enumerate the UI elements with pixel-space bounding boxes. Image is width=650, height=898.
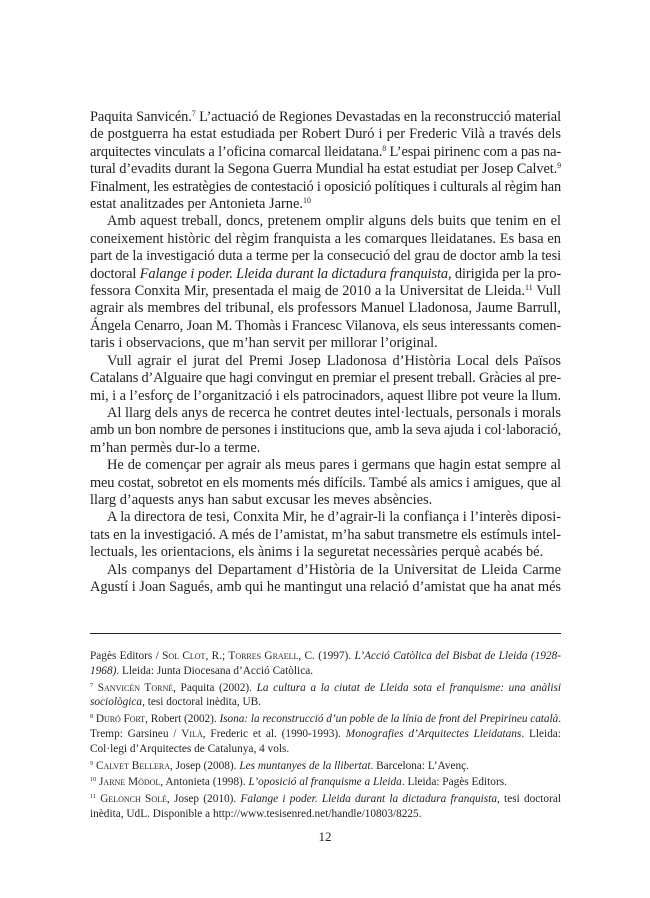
text-run: Gelonch Solé xyxy=(100,793,167,806)
text-line xyxy=(90,527,561,544)
text-run: de postguerra ha estat estudiada per Robert Duró i per Frederic Vilà a través dels xyxy=(90,126,561,143)
text-run: Sanvicén Torné xyxy=(97,681,174,694)
text-run: part de la investigació duta a terme per la consecució del grau de doctor amb la tesi xyxy=(90,248,561,265)
text-run: Torres Graell xyxy=(228,650,299,662)
footnote xyxy=(90,759,561,774)
footnote-marker: 11 xyxy=(90,793,96,801)
text-run: Isona: la reconstrucció d’un poble de la línia de front del Prepirineu català xyxy=(219,713,559,726)
text-run: , Frederic et al. (1990-1993). xyxy=(202,727,346,740)
text-line xyxy=(90,335,561,352)
footnote xyxy=(90,681,561,711)
text-run: doctoral xyxy=(90,265,140,282)
text-run: inèdita, UdL. Disponible a http://www.tesisenred.net/handle/10803/8225. xyxy=(90,807,422,820)
text-run: agrair als membres del tribunal, els professors Manuel Lladonosa, Jaume Barrull, xyxy=(90,300,561,317)
text-run: tats en la investigació. A més de l’amistat, m’ha sabut transmetre els estímuls intel- xyxy=(90,526,561,543)
page-number: 12 xyxy=(318,829,332,844)
footnote-line xyxy=(90,759,561,774)
text-line xyxy=(90,492,561,509)
text-run: Al llarg dels anys de recerca he contret deutes intel·lectuals, personals i morals xyxy=(107,404,561,421)
text-run: 1968) xyxy=(90,664,117,677)
text-run: . Lleida: Pagès Editors. xyxy=(401,776,507,789)
footnote xyxy=(90,775,561,790)
text-run: . Barcelona: L’Avenç. xyxy=(370,759,469,772)
text-run: Pagès Editors / xyxy=(90,650,163,662)
text-run: amb un bon nombre de persones i institucions que, amb la seva ajuda i col·laboració, xyxy=(90,422,561,439)
footnote-marker: 11 xyxy=(525,282,533,292)
text-run: estat analitzades per Antonieta Jarne. xyxy=(90,196,303,213)
text-run: Falange i poder. Lleida durant la dictadura franquista xyxy=(240,793,497,806)
text-line xyxy=(90,248,561,265)
text-line xyxy=(90,126,561,143)
footnote-line xyxy=(90,742,561,757)
text-run: Falange i poder. Lleida durant la dictadura franquista xyxy=(139,265,448,282)
text-run: llarg d’aquests anys han sabut excusar les meves absències. xyxy=(90,491,433,508)
text-run: . Lleida: xyxy=(521,727,561,740)
text-run: , Josep (2010). xyxy=(166,793,241,806)
footnote-line xyxy=(90,681,561,696)
text-run: . xyxy=(558,713,562,726)
text-run: Als companys del Departament d’Història de la Universitat de Lleida Carme xyxy=(107,561,561,578)
text-line xyxy=(90,562,561,579)
text-line xyxy=(90,109,561,126)
text-run: meu costat, sobretot en els moments més difícils. També als amics i amigues, que al xyxy=(90,474,561,491)
text-line xyxy=(90,283,561,300)
text-run: taris i observacions, que m’han servit per millorar l’original. xyxy=(90,335,438,352)
text-run: Jarne Mòdol xyxy=(99,776,161,789)
text-run: Vull agrair el jurat del Premi Josep Lladonosa d’Història Local dels Països xyxy=(107,352,561,369)
text-run: Monografies d’Arquitectes Lleidatans xyxy=(345,727,522,740)
text-run: Amb aquest treball, doncs, pretenem omplir alguns dels buits que tenim en el xyxy=(107,213,561,230)
text-run: A la directora de tesi, Conxita Mir, he d’agrair-li la confiança i l’interès diposi- xyxy=(107,509,561,526)
text-line xyxy=(90,440,561,457)
footnote-line xyxy=(90,807,561,822)
text-run: Vull xyxy=(532,283,561,300)
text-run: L’actuació de Regiones Devastadas en la reconstrucció material xyxy=(195,109,561,125)
text-line xyxy=(90,544,561,561)
text-run: Col·legi d’Arquitectes de Catalunya, 4 vols. xyxy=(90,742,290,755)
footnote-line xyxy=(90,695,561,710)
text-line xyxy=(90,161,561,178)
text-run: He de començar per agrair als meus pares i germans que hagin estat sempre al xyxy=(107,457,561,474)
text-run: Finalment, les estratègies de contestació i oposició polítiques i culturals al règim han xyxy=(90,178,561,195)
text-line xyxy=(90,300,561,317)
text-run: mi, i a l’esforç de l’organització i els patrocinadors, aquest llibre pot veure la llum. xyxy=(90,387,561,404)
text-run: , dirigida per la pro- xyxy=(447,265,561,282)
text-run: sociològica xyxy=(90,696,143,709)
footnote-line xyxy=(90,727,561,742)
text-run: Les muntanyes de la llibertat xyxy=(239,759,371,772)
text-line xyxy=(90,422,561,439)
text-line xyxy=(90,405,561,422)
footnote-line xyxy=(90,649,561,664)
text-run: Duró Fort xyxy=(95,713,146,726)
text-line xyxy=(90,475,561,492)
text-line xyxy=(90,370,561,387)
text-run: L’oposició al franquisme a Lleida xyxy=(248,776,402,789)
text-run: , Robert (2002). xyxy=(145,713,220,726)
text-run: Calvet Bellera xyxy=(95,759,170,772)
text-line xyxy=(90,318,561,335)
text-run: Catalans d’Alguaire que hagi convingut en premiar el present treball. Gràcies al pre- xyxy=(90,370,561,387)
text-run: tural d’evadits durant la Segona Guerra Mundial ha estat estudiat per Josep Calvet. xyxy=(90,161,558,178)
text-line xyxy=(90,196,561,213)
text-line xyxy=(90,231,561,248)
text-run: Ángela Cenarro, Joan M. Thomàs i Francesc Vilanova, els seus interessants comen- xyxy=(90,317,561,334)
text-line xyxy=(90,213,561,230)
text-run: , Antonieta (1998). xyxy=(160,776,249,789)
footnote xyxy=(90,712,561,756)
footnote-marker: 7 xyxy=(191,108,196,118)
footnote-line xyxy=(90,792,561,807)
text-line xyxy=(90,179,561,196)
text-run: Vilà xyxy=(181,727,203,740)
footnote-line xyxy=(90,664,561,679)
text-line xyxy=(90,266,561,283)
footnote-marker: 9 xyxy=(90,759,94,767)
footnote-marker: 8 xyxy=(382,143,387,153)
text-run: , tesi doctoral inèdita, UB. xyxy=(142,696,261,709)
text-run: coneixement històric del règim franquista a les comarques lleidatanes. Es basa en xyxy=(90,230,561,247)
footnotes xyxy=(90,649,561,824)
footnote-marker: 7 xyxy=(90,681,94,689)
text-run: La cultura a la ciutat de Lleida sota el franquisme: una anàlisi xyxy=(256,681,561,694)
footnote-separator xyxy=(90,633,561,634)
text-line xyxy=(90,509,561,526)
text-run: m’han permès dur-lo a terme. xyxy=(90,439,261,456)
text-line xyxy=(90,579,561,596)
text-run: , R.; xyxy=(205,650,229,662)
text-run: Agustí i Joan Sagués, amb qui he mantingut una relació d’amistat que ha anat més xyxy=(90,578,561,595)
text-run: , tesi doctoral xyxy=(497,793,561,806)
text-line xyxy=(90,144,561,161)
text-run: , Josep (2008). xyxy=(169,759,240,772)
text-run: Paquita Sanvicén. xyxy=(90,109,192,125)
footnote-line xyxy=(90,712,561,727)
body-text xyxy=(90,109,561,596)
text-run: , Paquita (2002). xyxy=(173,681,257,694)
text-run: Tremp: Garsineu / xyxy=(90,727,182,740)
text-run: arquitectes vinculats a l’oficina comarcal lleidatana. xyxy=(90,143,383,160)
text-line xyxy=(90,388,561,405)
footnote-marker: 8 xyxy=(90,713,94,721)
footnote-marker: 10 xyxy=(90,776,97,784)
footnote-line xyxy=(90,775,561,790)
footnote xyxy=(90,792,561,822)
text-run: fessora Conxita Mir, presentada el maig de 2010 a la Universitat de Lleida. xyxy=(90,283,526,300)
text-run: L’espai pirinenc com a pas na- xyxy=(386,143,562,160)
text-run: lectuals, les orientacions, els ànims i la seguretat necessàries perquè acabés bé. xyxy=(90,544,544,561)
footnote-marker: 10 xyxy=(302,195,311,205)
footnote xyxy=(90,649,561,679)
text-line xyxy=(90,457,561,474)
text-run: , C. (1997). xyxy=(298,650,355,662)
text-run: Sol Clot xyxy=(162,650,206,662)
footnote-marker: 9 xyxy=(557,161,561,171)
text-run: . Lleida: Junta Diocesana d’Acció Catòlica. xyxy=(116,664,314,677)
text-run: L’Acció Catòlica del Bisbat de Lleida (1928- xyxy=(354,650,561,662)
text-line xyxy=(90,353,561,370)
